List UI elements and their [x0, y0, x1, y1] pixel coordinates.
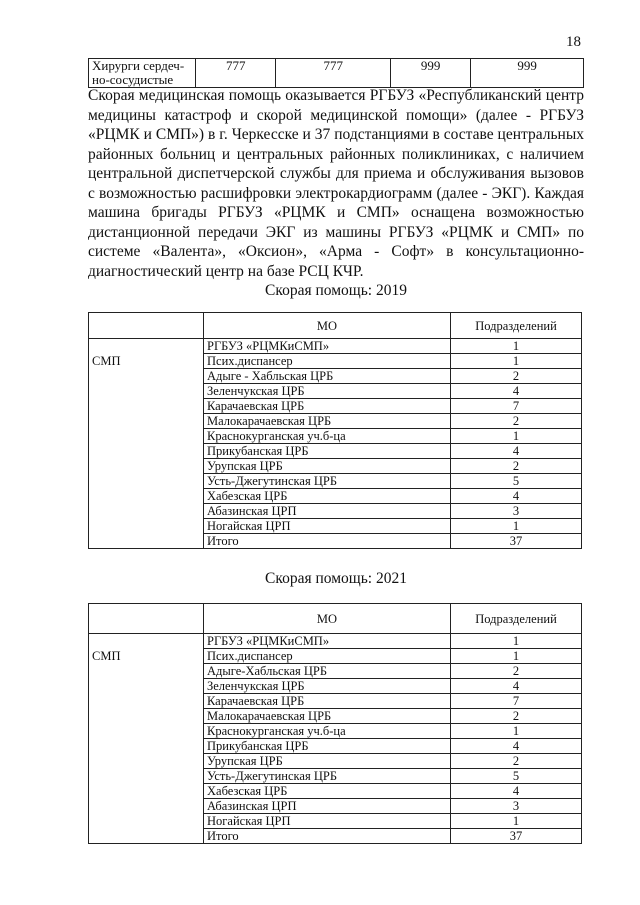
- mo-cell: Псих.диспансер: [204, 649, 451, 664]
- mo-cell: Краснокурганская уч.б-ца: [204, 429, 451, 444]
- group-cell: [89, 814, 204, 829]
- group-cell: [89, 384, 204, 399]
- table-row: [89, 739, 582, 754]
- table-header-row: [89, 313, 582, 339]
- mo-cell: Хабезская ЦРБ: [204, 489, 451, 504]
- specialty-label: [89, 59, 196, 88]
- count-cell: 4: [451, 444, 582, 459]
- header-cell-units: Подразделений: [451, 604, 582, 634]
- group-cell: [89, 504, 204, 519]
- table-row: [89, 829, 582, 844]
- group-cell: [89, 784, 204, 799]
- count-cell: 5: [451, 474, 582, 489]
- group-cell: [89, 444, 204, 459]
- count-cell: 2: [451, 754, 582, 769]
- group-cell: [89, 489, 204, 504]
- mo-cell: Адыге - Хабльская ЦРБ: [204, 369, 451, 384]
- group-cell: [89, 519, 204, 534]
- count-cell: 7: [451, 694, 582, 709]
- value-cell: 999: [471, 59, 584, 88]
- count-cell: 3: [451, 799, 582, 814]
- value-cell: 777: [276, 59, 391, 88]
- mo-cell: Усть-Джегутинская ЦРБ: [204, 769, 451, 784]
- mo-cell: Урупская ЦРБ: [204, 754, 451, 769]
- count-cell: 4: [451, 384, 582, 399]
- count-cell: 1: [451, 634, 582, 649]
- mo-cell: Псих.диспансер: [204, 354, 451, 369]
- table-row: [89, 634, 582, 649]
- mo-cell: Абазинская ЦРП: [204, 504, 451, 519]
- table-row: [89, 429, 582, 444]
- group-cell: [89, 799, 204, 814]
- mo-cell: Зеленчукская ЦРБ: [204, 679, 451, 694]
- value-cell: 777: [196, 59, 276, 88]
- group-cell: [89, 459, 204, 474]
- count-cell: 4: [451, 739, 582, 754]
- table-row: [89, 754, 582, 769]
- table-body: [89, 604, 582, 844]
- table-row: [89, 679, 582, 694]
- specialty-label-line: Хирурги сердеч-: [92, 58, 185, 73]
- group-cell: [89, 769, 204, 784]
- mo-cell: Урупская ЦРБ: [204, 459, 451, 474]
- table-row: [89, 784, 582, 799]
- group-cell: [89, 724, 204, 739]
- group-cell: [89, 369, 204, 384]
- mo-cell: Усть-Джегутинская ЦРБ: [204, 474, 451, 489]
- group-cell: СМП: [89, 649, 204, 664]
- count-cell: 4: [451, 784, 582, 799]
- count-cell: 1: [451, 339, 582, 354]
- mo-cell: Прикубанская ЦРБ: [204, 444, 451, 459]
- table-caption-2019: Скорая помощь: 2019: [265, 282, 407, 299]
- count-cell: 2: [451, 414, 582, 429]
- table-row: [89, 814, 582, 829]
- count-cell: 37: [451, 829, 582, 844]
- group-cell: [89, 474, 204, 489]
- mo-cell: Малокарачаевская ЦРБ: [204, 709, 451, 724]
- header-cell-mo: МО: [204, 313, 451, 339]
- mo-cell: Карачаевская ЦРБ: [204, 694, 451, 709]
- ambulance-table-2021: [88, 603, 582, 844]
- group-cell: [89, 339, 204, 354]
- header-cell-units: Подразделений: [451, 313, 582, 339]
- count-cell: 1: [451, 649, 582, 664]
- count-cell: 37: [451, 534, 582, 549]
- table-row: [89, 354, 582, 369]
- mo-cell: Ногайская ЦРП: [204, 814, 451, 829]
- group-cell: [89, 429, 204, 444]
- mo-cell: Ногайская ЦРП: [204, 519, 451, 534]
- specialty-label-line: но-сосудистые: [92, 72, 174, 87]
- group-cell: [89, 664, 204, 679]
- group-cell: [89, 414, 204, 429]
- mo-cell: Малокарачаевская ЦРБ: [204, 414, 451, 429]
- count-cell: 1: [451, 724, 582, 739]
- count-cell: 1: [451, 429, 582, 444]
- count-cell: 2: [451, 664, 582, 679]
- mo-cell: Карачаевская ЦРБ: [204, 399, 451, 414]
- table-body: [89, 313, 582, 549]
- ambulance-table-2019: [88, 312, 582, 549]
- table-row: [89, 369, 582, 384]
- group-cell: [89, 679, 204, 694]
- table-row: [89, 339, 582, 354]
- group-cell: СМП: [89, 354, 204, 369]
- mo-cell: РГБУЗ «РЦМКиСМП»: [204, 634, 451, 649]
- group-cell: [89, 754, 204, 769]
- mo-cell: Краснокурганская уч.б-ца: [204, 724, 451, 739]
- count-cell: 4: [451, 679, 582, 694]
- table-row: [89, 534, 582, 549]
- table-caption-2021: Скорая помощь: 2021: [265, 570, 407, 587]
- table-row: [89, 769, 582, 784]
- group-cell: [89, 829, 204, 844]
- mo-cell: Адыге-Хабльская ЦРБ: [204, 664, 451, 679]
- count-cell: 2: [451, 369, 582, 384]
- group-cell: [89, 709, 204, 724]
- table-row: [89, 489, 582, 504]
- table-row: [89, 414, 582, 429]
- table-row: [89, 519, 582, 534]
- count-cell: 3: [451, 504, 582, 519]
- count-cell: 2: [451, 709, 582, 724]
- count-cell: 1: [451, 354, 582, 369]
- table-row: [89, 724, 582, 739]
- table-row: [89, 799, 582, 814]
- table-header-row: [89, 604, 582, 634]
- count-cell: 1: [451, 814, 582, 829]
- table-row: [89, 59, 584, 88]
- surgeons-table-fragment: [88, 58, 584, 88]
- table-row: [89, 474, 582, 489]
- body-paragraph: Скорая медицинская помощь оказывается РГБУЗ «Республиканский центр медицины катастроф и скорой медицинской помощи» (далее - РГБУЗ «РЦМК и СМП») в г. Черкесске и 37 подстанциями в составе центральных районных больниц и центральных районных поликлиниках, с наличием центральной диспетчерской службы для приема и обслуживания вызовов с возможностью расшифровки электрокардиограмм (далее - ЭКГ). Каждая машина бригады РГБУЗ «РЦМК и СМП» оснащена возможностью дистанционной передачи ЭКГ из машины РГБУЗ «РЦМК и СМП» по системе «Валента», «Оксион», «Арма - Софт» в консультационно-диагностический центр на базе РСЦ КЧР.: [88, 87, 584, 280]
- mo-cell: Абазинская ЦРП: [204, 799, 451, 814]
- table-row: [89, 694, 582, 709]
- group-cell: [89, 634, 204, 649]
- header-cell-empty: [89, 313, 204, 339]
- count-cell: 1: [451, 519, 582, 534]
- page-number: 18: [566, 34, 581, 50]
- group-cell: [89, 739, 204, 754]
- mo-cell: Итого: [204, 534, 451, 549]
- mo-cell: Прикубанская ЦРБ: [204, 739, 451, 754]
- group-cell: [89, 534, 204, 549]
- mo-cell: Хабезская ЦРБ: [204, 784, 451, 799]
- count-cell: 5: [451, 769, 582, 784]
- table-row: [89, 399, 582, 414]
- table-row: [89, 444, 582, 459]
- table-row: [89, 459, 582, 474]
- group-cell: [89, 399, 204, 414]
- header-cell-empty: [89, 604, 204, 634]
- group-cell: [89, 694, 204, 709]
- mo-cell: РГБУЗ «РЦМКиСМП»: [204, 339, 451, 354]
- table-row: [89, 504, 582, 519]
- header-cell-mo: МО: [204, 604, 451, 634]
- table-row: [89, 384, 582, 399]
- table-row: [89, 649, 582, 664]
- table-row: [89, 709, 582, 724]
- mo-cell: Итого: [204, 829, 451, 844]
- count-cell: 2: [451, 459, 582, 474]
- count-cell: 7: [451, 399, 582, 414]
- table-row: [89, 664, 582, 679]
- mo-cell: Зеленчукская ЦРБ: [204, 384, 451, 399]
- count-cell: 4: [451, 489, 582, 504]
- value-cell: 999: [391, 59, 471, 88]
